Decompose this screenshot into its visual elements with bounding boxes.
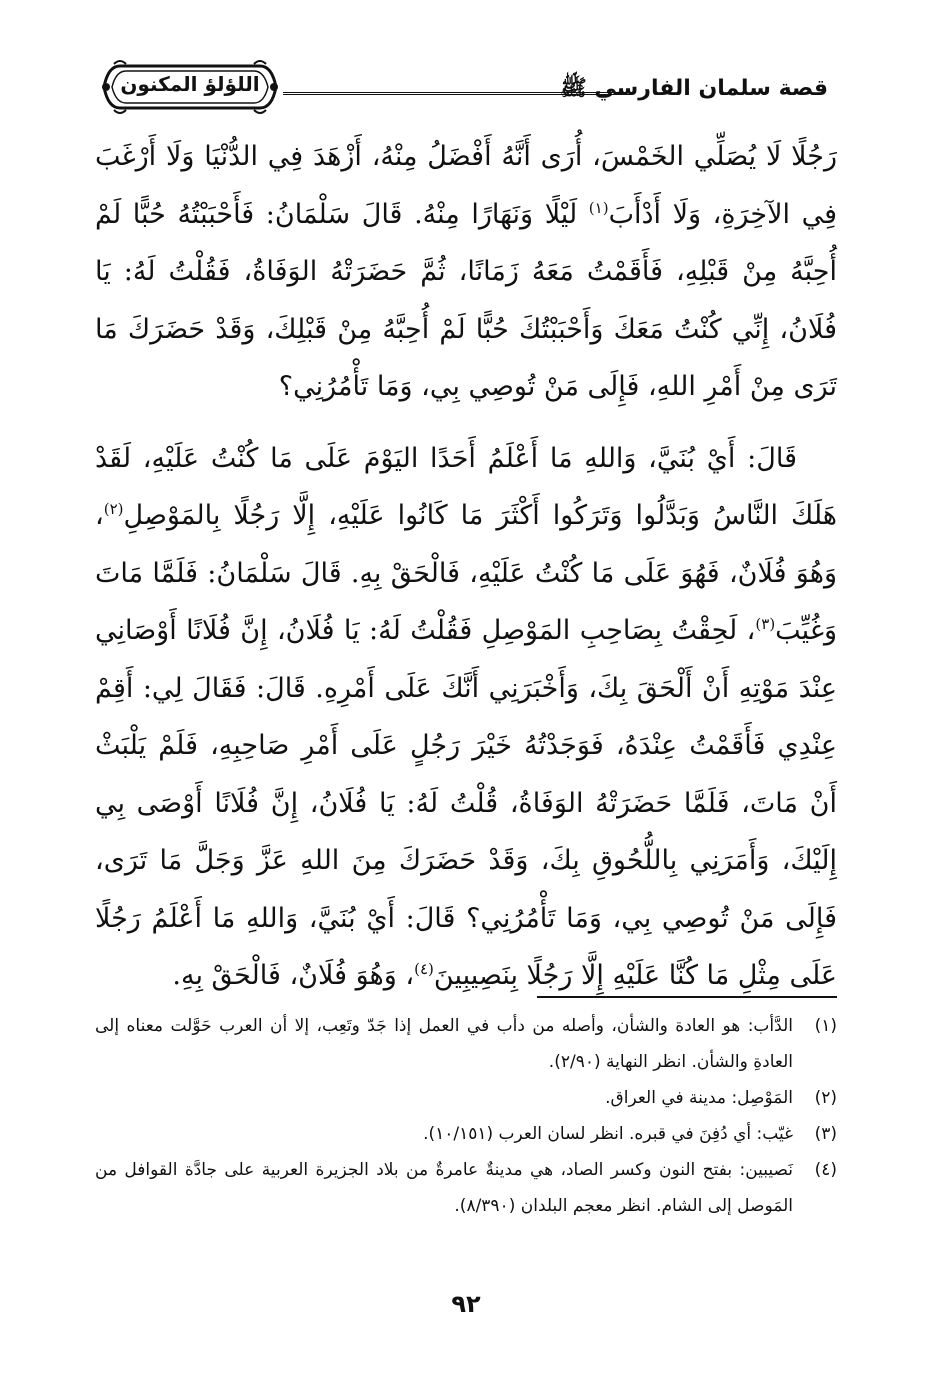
- paragraph-text: ، وَهُوَ فُلَانٌ، فَالْحَقْ بِهِ.: [172, 960, 415, 991]
- header-rule-left: [283, 92, 551, 95]
- footnote-number: (٢): [814, 1088, 837, 1108]
- footnote: [95, 1152, 837, 1224]
- paragraph-text: لَيْلًا وَنَهَارًا مِنْهُ. قَالَ سَلْمَانُ: فَأَحْبَبْتُهُ حُبًّا لَمْ أُحِبَّهُ مِنْ قَبْلِهِ، فَأَقَمْتُ مَعَهُ زَمَانًا، ثُمَّ حَضَرَتْهُ الوَفَاةُ، فَقُلْتُ لَهُ: يَا فُلَانُ، إِنِّي كُنْتُ مَعَكَ وَأَحْبَبْتُكَ حُبًّا لَمْ أُحِبَّهُ مِنْ قَبْلِكَ، وَقَدْ حَضَرَكَ مَا تَرَى مِنْ أَمْرِ اللهِ، فَإِلَى مَنْ تُوصِي بِي، وَمَا تَأْمُرُنِي؟: [95, 198, 837, 402]
- paragraph: [95, 430, 837, 1005]
- footnote-number: (٤): [814, 1160, 837, 1180]
- footnote: [95, 1080, 837, 1116]
- footnote-number: (١): [814, 1016, 837, 1036]
- paragraph: [95, 128, 837, 416]
- footnote-ref: (٤): [414, 960, 434, 978]
- footnote-text: غيّب: أي دُفِنَ في قبره. انظر لسان العرب (١٠/١٥١).: [423, 1124, 793, 1144]
- running-header: [88, 48, 828, 128]
- paragraph-text: ، لَحِقْتُ بِصَاحِبِ المَوْصِلِ فَقُلْتُ لَهُ: يَا فُلَانُ، إِنَّ فُلَانًا أَوْصَانِي عِنْدَ مَوْتِهِ أَنْ أَلْحَقَ بِكَ، وَأَخْبَرَنِي أَنَّكَ عَلَى أَمْرِهِ. قَالَ: فَقَالَ لِي: أَقِمْ عِنْدِي فَأَقَمْتُ عِنْدَهُ، فَوَجَدْتُهُ خَيْرَ رَجُلٍ عَلَى أَمْرِ صَاحِبِهِ، فَلَمْ يَلْبَثْ أَنْ مَاتَ، فَلَمَّا حَضَرَتْهُ الوَفَاةُ، قُلْتُ لَهُ: يَا فُلَانُ، إِنَّ فُلَانًا أَوْصَى بِي إِلَيْكَ، وَأَمَرَنِي بِاللُّحُوقِ بِكَ، وَقَدْ حَضَرَكَ مِنَ اللهِ عَزَّ وَجَلَّ مَا تَرَى، فَإِلَى مَنْ تُوصِي بِي، وَمَا تَأْمُرُنِي؟ قَالَ: أَيْ بُنَيَّ، وَاللهِ مَا أَعْلَمُ رَجُلًا عَلَى مِثْلِ مَا كُنَّا عَلَيْهِ إِلَّا رَجُلًا بِنَصِيبِينَ: [95, 615, 837, 991]
- footnote-ref: (٣): [755, 615, 776, 633]
- footnote-text: نَصيبين: بفتح النون وكسر الصاد، هي مدينةٌ عامرةٌ من بلاد الجزيرة العربية على جادَّة القوافل من المَوصل إلى الشام. انظر معجم البلدان (٨/٣٩٠).: [95, 1160, 793, 1216]
- footnote-separator: [537, 996, 837, 998]
- footnote-text: الدَّأب: هو العادة والشأن، وأصله من دأب في العمل إذا جَدّ وتَعِب، إلا أن العرب حَوَّلت معناه إلى العادةِ والشأن. انظر النهاية (٢/٩٠).: [95, 1016, 793, 1072]
- footnote: [95, 1116, 837, 1152]
- page-number: ٩٢: [451, 1290, 481, 1318]
- footnote-ref: (٢): [103, 500, 124, 518]
- chapter-title: قصة سلمان الفارسي ﷺ: [560, 76, 828, 101]
- footnote-text: المَوْصِل: مدينة في العراق.: [605, 1088, 793, 1108]
- paragraph-text: ، وَهُوَ فُلَانٌ، فَهُوَ عَلَى مَا كُنْتُ عَلَيْهِ، فَالْحَقْ بِهِ. قَالَ سَلْمَانُ: فَلَمَّا مَاتَ وَغُيِّبَ: [95, 500, 837, 646]
- book-title: اللؤلؤ المكنون: [120, 72, 260, 96]
- main-text: [95, 128, 837, 1005]
- paragraph-text: رَجُلًا لَا يُصَلِّي الخَمْسَ، أُرَى أَنَّهُ أَفْضَلُ مِنْهُ، أَزْهَدَ فِي الدُّنْيَا وَلَا أَرْغَبَ فِي الآخِرَةِ، وَلَا أَدْأَبَ: [95, 141, 837, 230]
- footnote: [95, 1008, 837, 1080]
- footnote-number: (٣): [814, 1124, 837, 1144]
- book-title-ornament: [100, 58, 280, 116]
- footnote-ref: (١): [588, 198, 609, 217]
- paragraph-text: قَالَ: أَيْ بُنَيَّ، وَاللهِ مَا أَعْلَمُ أَحَدًا اليَوْمَ عَلَى مَا كُنْتُ عَلَيْهِ، لَقَدْ هَلَكَ النَّاسُ وَبَدَّلُوا وَتَرَكُوا أَكْثَرَ مَا كَانُوا عَلَيْهِ، إِلَّا رَجُلًا بِالمَوْصِلِ: [95, 442, 837, 531]
- footnotes: [95, 1008, 837, 1224]
